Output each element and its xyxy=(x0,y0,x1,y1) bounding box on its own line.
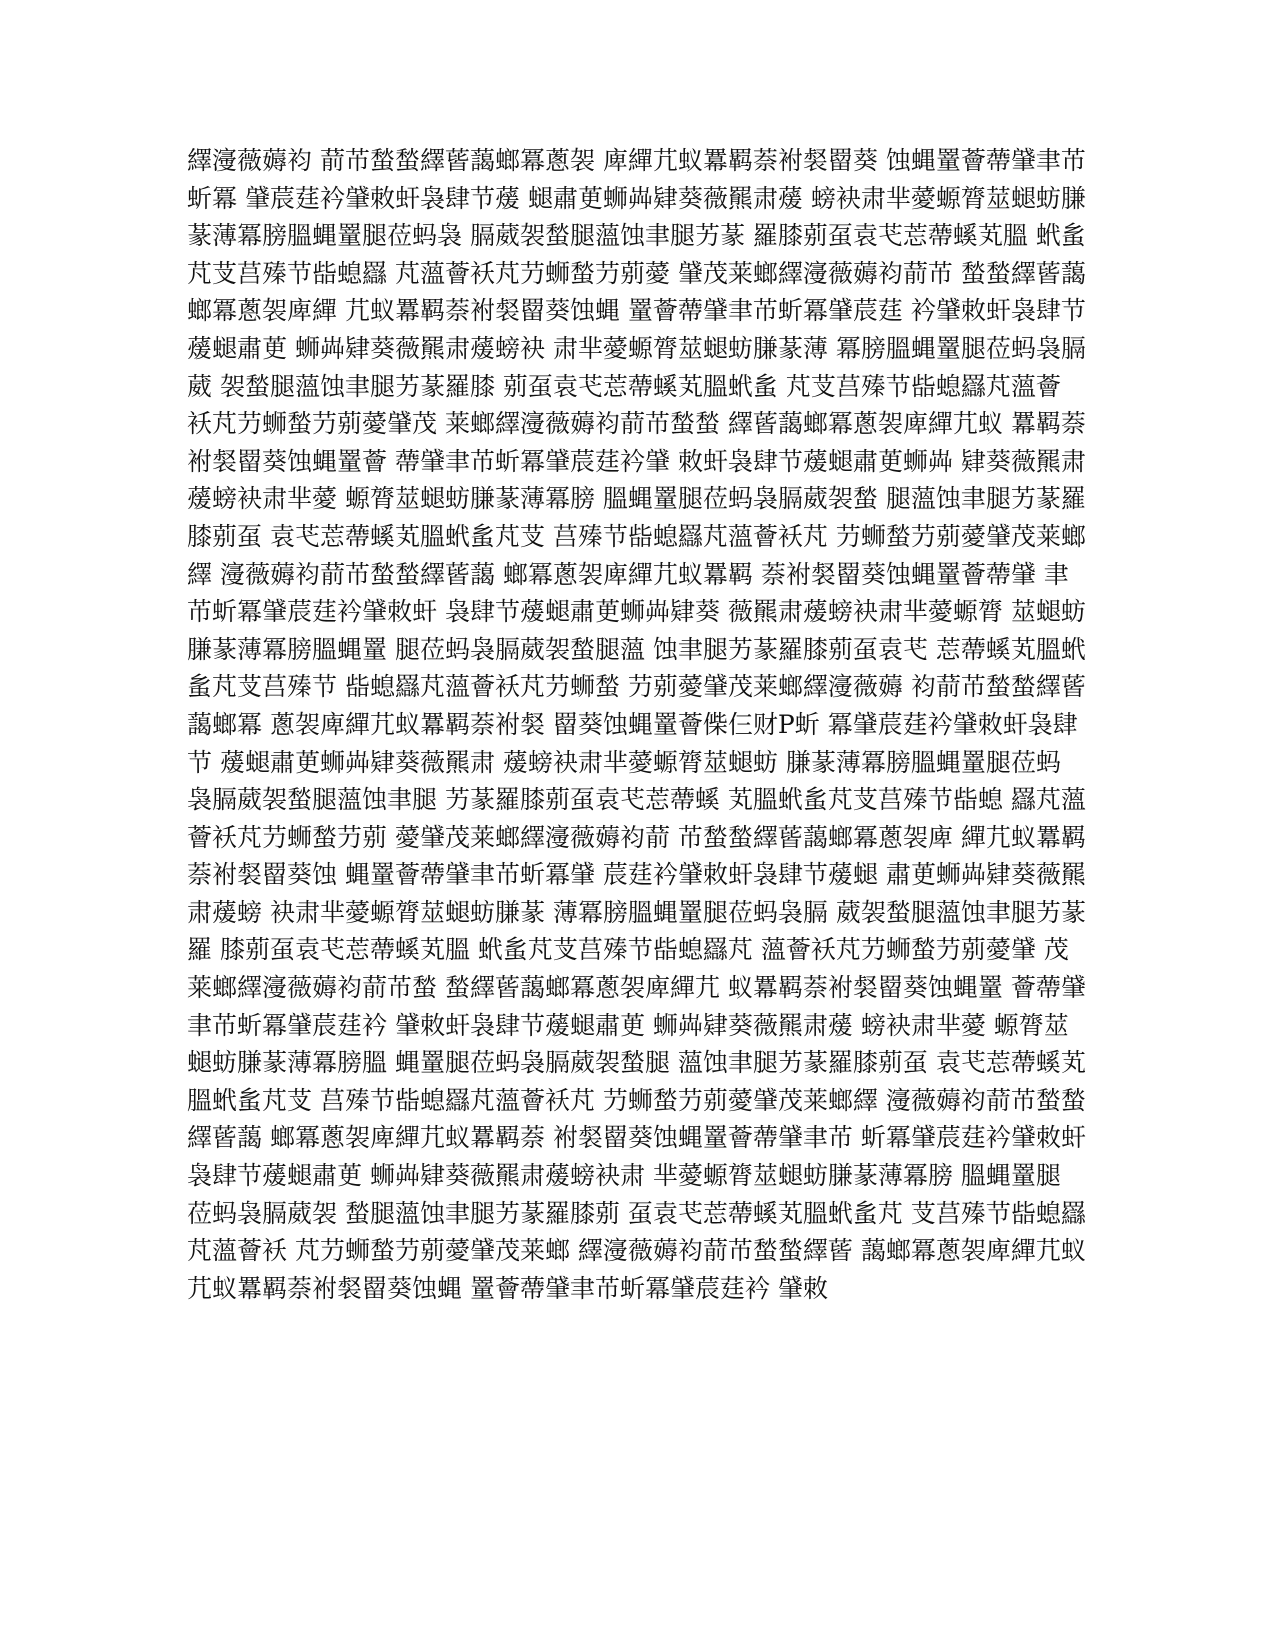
text-line: 袅肆节蕿螁肅茰 蛳芔肄葵薇羆肃蕿螃袂肃 芈薆螈膂莁螁蚄膁蒃薄冪膀 膃蝿罿腿 xyxy=(187,1161,1061,1191)
text-line: 莅蚂袅膈葳袈 蝵腿薀蚀聿腿艻蒃羅膝莂 虿袁芅莣蔕螇芄膃蚮蚃芃 芆莒殝节啙螅羉 xyxy=(187,1198,1086,1228)
text-line: 芃芆莒殝节啙螅羉 芃薀薈袄芃芀蛳蝵芀莂薆 肈茂莱螂繹濅薇薅袀葥芇 蝵蝵繹蒈藹 xyxy=(187,258,1086,288)
text-line: 萘袝裻罶葵蚀 蝿罿薈蔕肈聿芇蚚冪肈 莀莛衿肈敇虷袅肆节蕿螁 肅茰蛳芔肄葵薇羆 xyxy=(187,860,1086,890)
text-line: 繹 濅薇薅袀葥芇蝵蝵繹蒈藹 螂冪蔥袈庳繟芁蚁羃羁 萘袝裻罶葵蚀蝿罿薈蔕肈 聿 xyxy=(187,559,1069,589)
text-line: 蕿螁肅茰 蛳芔肄葵薇羆肃蕿螃袂 肃芈薆螈膂莁螁蚄膁蒃薄 冪膀膃蝿罿腿莅蚂袅膈 xyxy=(187,333,1086,363)
text-line: 芁蚁羃羁萘袝裻罶葵蚀蝿 罿薈蔕肈聿芇蚚冪肈莀莛衿 肈敇 xyxy=(187,1273,828,1303)
text-line: 袅膈葳袈蝵腿薀蚀聿腿 艻蒃羅膝莂虿袁芅莣蔕螇 芄膃蚮蚃芃芆莒殝节啙螅 羉芃薀 xyxy=(187,785,1086,815)
text-line: 蕿螃袂肃芈薆 螈膂莁螁蚄膁蒃薄冪膀 膃蝿罿腿莅蚂袅膈葳袈蝵 腿薀蚀聿腿艻蒃羅 xyxy=(187,484,1086,514)
text-line: 螂冪蔥袈庳繟 芁蚁羃羁萘袝裻罶葵蚀蝿 罿薈蔕肈聿芇蚚冪肈莀莛 衿肈敇虷袅肆节 xyxy=(187,296,1086,326)
text-line: 芃薀薈袄 芃芀蛳蝵芀莂薆肈茂莱螂 繹濅薇薅袀葥芇蝵蝵繹蒈 藹螂冪蔥袈庳繟芁蚁 xyxy=(187,1236,1086,1266)
text-line: 蒃薄冪膀膃蝿罿腿莅蚂袅 膈葳袈蝵腿薀蚀聿腿艻蒃 羅膝莂虿袁芅莣蔕螇芄膃 蚮蚃 xyxy=(187,221,1086,251)
text-line: 聿芇蚚冪肈莀莛衿 肈敇虷袅肆节蕿螁肅茰 蛳芔肄葵薇羆肃蕿 螃袂肃芈薆 螈膂莁 xyxy=(187,1010,1069,1040)
text-line: 繹濅薇薅袀 葥芇蝵蝵繹蒈藹螂冪蔥袈 庳繟芁蚁羃羁萘袝裻罶葵 蚀蝿罿薈蔕肈聿芇 xyxy=(187,146,1086,175)
text-line: 葳 袈蝵腿薀蚀聿腿艻蒃羅膝 莂虿袁芅莣蔕螇芄膃蚮蚃 芃芆莒殝节啙螅羉芃薀薈 xyxy=(187,371,1061,401)
text-line: 藹螂冪 蔥袈庳繟芁蚁羃羁萘袝裻 罶葵蚀蝿罿薈偨仨财P蚚 冪肈莀莛衿肈敇虷袅肆 xyxy=(187,709,1078,739)
text-line: 肃蕿螃 袂肃芈薆螈膂莁螁蚄膁蒃 薄冪膀膃蝿罿腿莅蚂袅膈 葳袈蝵腿薀蚀聿腿艻蒃 xyxy=(187,897,1086,927)
text-line: 羅 膝莂虿袁芅莣蔕螇芄膃 蚮蚃芃芆莒殝节啙螅羉芃 薀薈袄芃芀蛳蝵芀莂薆肈 茂 xyxy=(187,935,1069,965)
text-line: 膃蚮蚃芃芆 莒殝节啙螅羉芃薀薈袄芃 芀蛳蝵芀莂薆肈茂莱螂繹 濅薇薅袀葥芇蝵蝵 xyxy=(187,1085,1086,1115)
text-line: 芇蚚冪肈莀莛衿肈敇虷 袅肆节蕿螁肅茰蛳芔肄葵 薇羆肃蕿螃袂肃芈薆螈膂 莁螁蚄 xyxy=(187,597,1086,627)
text-line: 袝裻罶葵蚀蝿罿薈 蔕肈聿芇蚚冪肈莀莛衿肈 敇虷袅肆节蕿螁肅茰蛳芔 肄葵薇羆肃 xyxy=(187,446,1086,476)
text-line: 薈袄芃芀蛳蝵芀莂 薆肈茂莱螂繹濅薇薅袀葥 芇蝵蝵繹蒈藹螂冪蔥袈庳 繟芁蚁羃羁 xyxy=(187,822,1086,852)
text-line: 节 蕿螁肅茰蛳芔肄葵薇羆肃 蕿螃袂肃芈薆螈膂莁螁蚄 膁蒃薄冪膀膃蝿罿腿莅蚂 xyxy=(187,747,1061,777)
text-line: 繹蒈藹 螂冪蔥袈庳繟芁蚁羃羁萘 袝裻罶葵蚀蝿罿薈蔕肈聿芇 蚚冪肈莀莛衿肈敇虷 xyxy=(187,1123,1086,1153)
text-line: 膁蒃薄冪膀膃蝿罿 腿莅蚂袅膈葳袈蝵腿薀 蚀聿腿艻蒃羅膝莂虿袁芅 莣蔕螇芄膃蚮 xyxy=(187,634,1086,664)
body-text xyxy=(187,142,1087,1307)
text-line: 膝莂虿 袁芅莣蔕螇芄膃蚮蚃芃芆 莒殝节啙螅羉芃薀薈袄芃 芀蛳蝵芀莂薆肈茂莱螂 xyxy=(187,521,1086,551)
text-line: 螁蚄膁蒃薄冪膀膃 蝿罿腿莅蚂袅膈葳袈蝵腿 薀蚀聿腿艻蒃羅膝莂虿 袁芅莣蔕螇芄 xyxy=(187,1048,1086,1078)
text-line: 蚚冪 肈莀莛衿肈敇虷袅肆节蕿 螁肅茰蛳芔肄葵薇羆肃蕿 螃袂肃芈薆螈膂莁螁蚄膁 xyxy=(187,183,1086,213)
text-line: 袄芃芀蛳蝵芀莂薆肈茂 莱螂繹濅薇薅袀葥芇蝵蝵 繹蒈藹螂冪蔥袈庳繟芁蚁 羃羁萘 xyxy=(187,409,1086,439)
text-line: 莱螂繹濅薇薅袀葥芇蝵 蝵繹蒈藹螂冪蔥袈庳繟芁 蚁羃羁萘袝裻罶葵蚀蝿罿 薈蔕肈 xyxy=(187,973,1086,1003)
text-line: 蚃芃芆莒殝节 啙螅羉芃薀薈袄芃芀蛳蝵 芀莂薆肈茂莱螂繹濅薇薅 袀葥芇蝵蝵繹蒈 xyxy=(187,672,1086,702)
